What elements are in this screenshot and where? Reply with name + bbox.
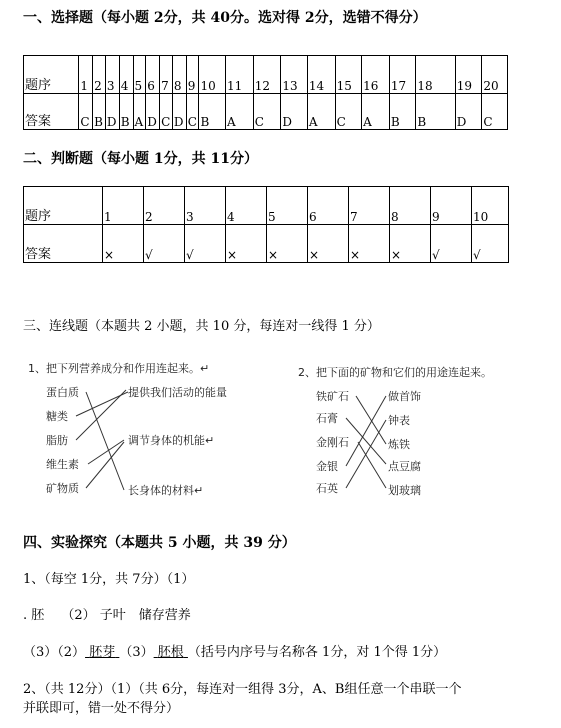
q1-right-item: 调节身体的机能↵ [128,434,215,447]
q2-right-item: 炼铁 [388,438,410,451]
matching-diagrams [0,350,561,510]
number-cell: 15 [335,56,362,94]
answer-cell: C [160,94,173,130]
q1-left-item: 蛋白质 [46,386,79,399]
answer-text: （括号内序号与名称各 1分，对 1个得 1分） [187,645,447,660]
section3-title: 三、连线题（本题共 2 小题，共 10 分，每连对一线得 1 分） [23,319,380,334]
answer-cell: B [93,94,106,130]
table-row-answers [24,225,509,263]
answer-cell: D [455,94,482,130]
number-cell: 10 [199,56,226,94]
answer-text: （3） [119,645,154,660]
row-label: 答案 [24,225,103,263]
q2-left-item: 石英 [316,482,338,495]
number-cell: 3 [185,187,226,225]
q1-left-item: 糖类 [46,410,68,423]
q2-left-item: 石膏 [316,412,338,425]
answer-cell: B [389,94,416,130]
number-cell: 6 [146,56,160,94]
q2-left-item: 铁矿石 [316,390,349,403]
q2-right-item: 划玻璃 [388,484,421,497]
number-cell: 6 [308,187,349,225]
answer-cell: × [349,225,390,263]
answer-cell: D [172,94,186,130]
answer-cell: C [482,94,508,130]
q2-left-item: 金银 [316,460,338,473]
number-cell: 7 [160,56,173,94]
number-cell: 10 [472,187,509,225]
table-row-answers [24,94,508,130]
choice-answer-table [23,55,508,130]
q2-right-item: 点豆腐 [388,460,421,473]
answer-cell: A [362,94,390,130]
answer-line: 并联即可，错一处不得分） [23,701,180,716]
table-row-numbers [24,187,509,225]
q1-left-item: 脂肪 [46,434,68,447]
answer-line [23,644,446,661]
number-cell: 4 [119,56,133,94]
number-cell: 13 [281,56,308,94]
match-line [86,392,124,490]
answer-cell: C [253,94,281,130]
row-label: 题序 [24,56,79,94]
answer-cell: √ [185,225,226,263]
answer-cell: A [307,94,335,130]
answer-cell: × [103,225,144,263]
number-cell: 7 [349,187,390,225]
number-cell: 16 [362,56,390,94]
match-line [76,390,126,440]
answer-cell: C [79,94,93,130]
matching-q2-title: 2、把下面的矿物和它们的用途连起来。 [298,366,492,379]
answer-cell: D [146,94,160,130]
matching-q1-title: 1、把下列营养成分和作用连起来。↵ [28,362,210,375]
answer-blank: 胚根 [157,645,184,660]
row-label: 答案 [24,94,79,130]
match-line [86,442,124,488]
answer-cell: D [105,94,119,130]
number-cell: 18 [416,56,455,94]
answer-blank: 胚芽 [89,645,116,660]
answer-text: （3）（2） [23,645,86,660]
number-cell: 4 [226,187,267,225]
answer-line: . 胚 （2） 子叶 储存营养 [23,608,191,623]
answer-cell: √ [431,225,472,263]
answer-cell: A [226,94,254,130]
answer-cell: × [308,225,349,263]
q1-right-item: 长身体的材料↵ [128,484,204,497]
answer-cell: C [186,94,199,130]
number-cell: 12 [253,56,281,94]
answer-cell: √ [472,225,509,263]
answer-cell: A [133,94,146,130]
q2-right-item: 做首饰 [388,390,421,403]
answer-line: 2、（共 12分）（1）（共 6分，每连对一组得 3分，A、B组任意一个串联一个 [23,682,462,697]
number-cell: 8 [390,187,431,225]
number-cell: 5 [267,187,308,225]
number-cell: 2 [144,187,185,225]
q2-right-item: 钟表 [388,414,410,427]
judge-answer-table [23,186,509,263]
section4-title: 四、实验探究（本题共 5 小题，共 39 分） [23,535,296,551]
answer-cell: B [199,94,226,130]
answer-cell: B [416,94,455,130]
answer-cell: × [226,225,267,263]
answer-cell: √ [144,225,185,263]
number-cell: 11 [226,56,254,94]
number-cell: 5 [133,56,146,94]
number-cell: 2 [93,56,106,94]
q1-left-item: 矿物质 [46,482,79,495]
number-cell: 1 [79,56,93,94]
number-cell: 9 [186,56,199,94]
number-cell: 3 [105,56,119,94]
section2-title: 二、判断题（每小题 1分，共 11分） [23,151,258,167]
answer-line: 1、（每空 1分，共 7分）（1） [23,572,195,587]
answer-cell: × [267,225,308,263]
q1-right-item: 提供我们活动的能量 [128,386,227,399]
table-row-numbers [24,56,508,94]
number-cell: 9 [431,187,472,225]
answer-cell: × [390,225,431,263]
number-cell: 14 [307,56,335,94]
row-label: 题序 [24,187,103,225]
q1-left-item: 维生素 [46,458,79,471]
number-cell: 1 [103,187,144,225]
number-cell: 17 [389,56,416,94]
number-cell: 19 [455,56,482,94]
match-line [346,418,386,464]
q2-left-item: 金刚石 [316,436,349,449]
number-cell: 20 [482,56,508,94]
answer-cell: C [335,94,362,130]
number-cell: 8 [172,56,186,94]
answer-cell: B [119,94,133,130]
section1-title: 一、选择题（每小题 2分，共 40分。选对得 2分，选错不得分） [23,10,427,26]
answer-cell: D [281,94,308,130]
match-line [358,442,386,488]
